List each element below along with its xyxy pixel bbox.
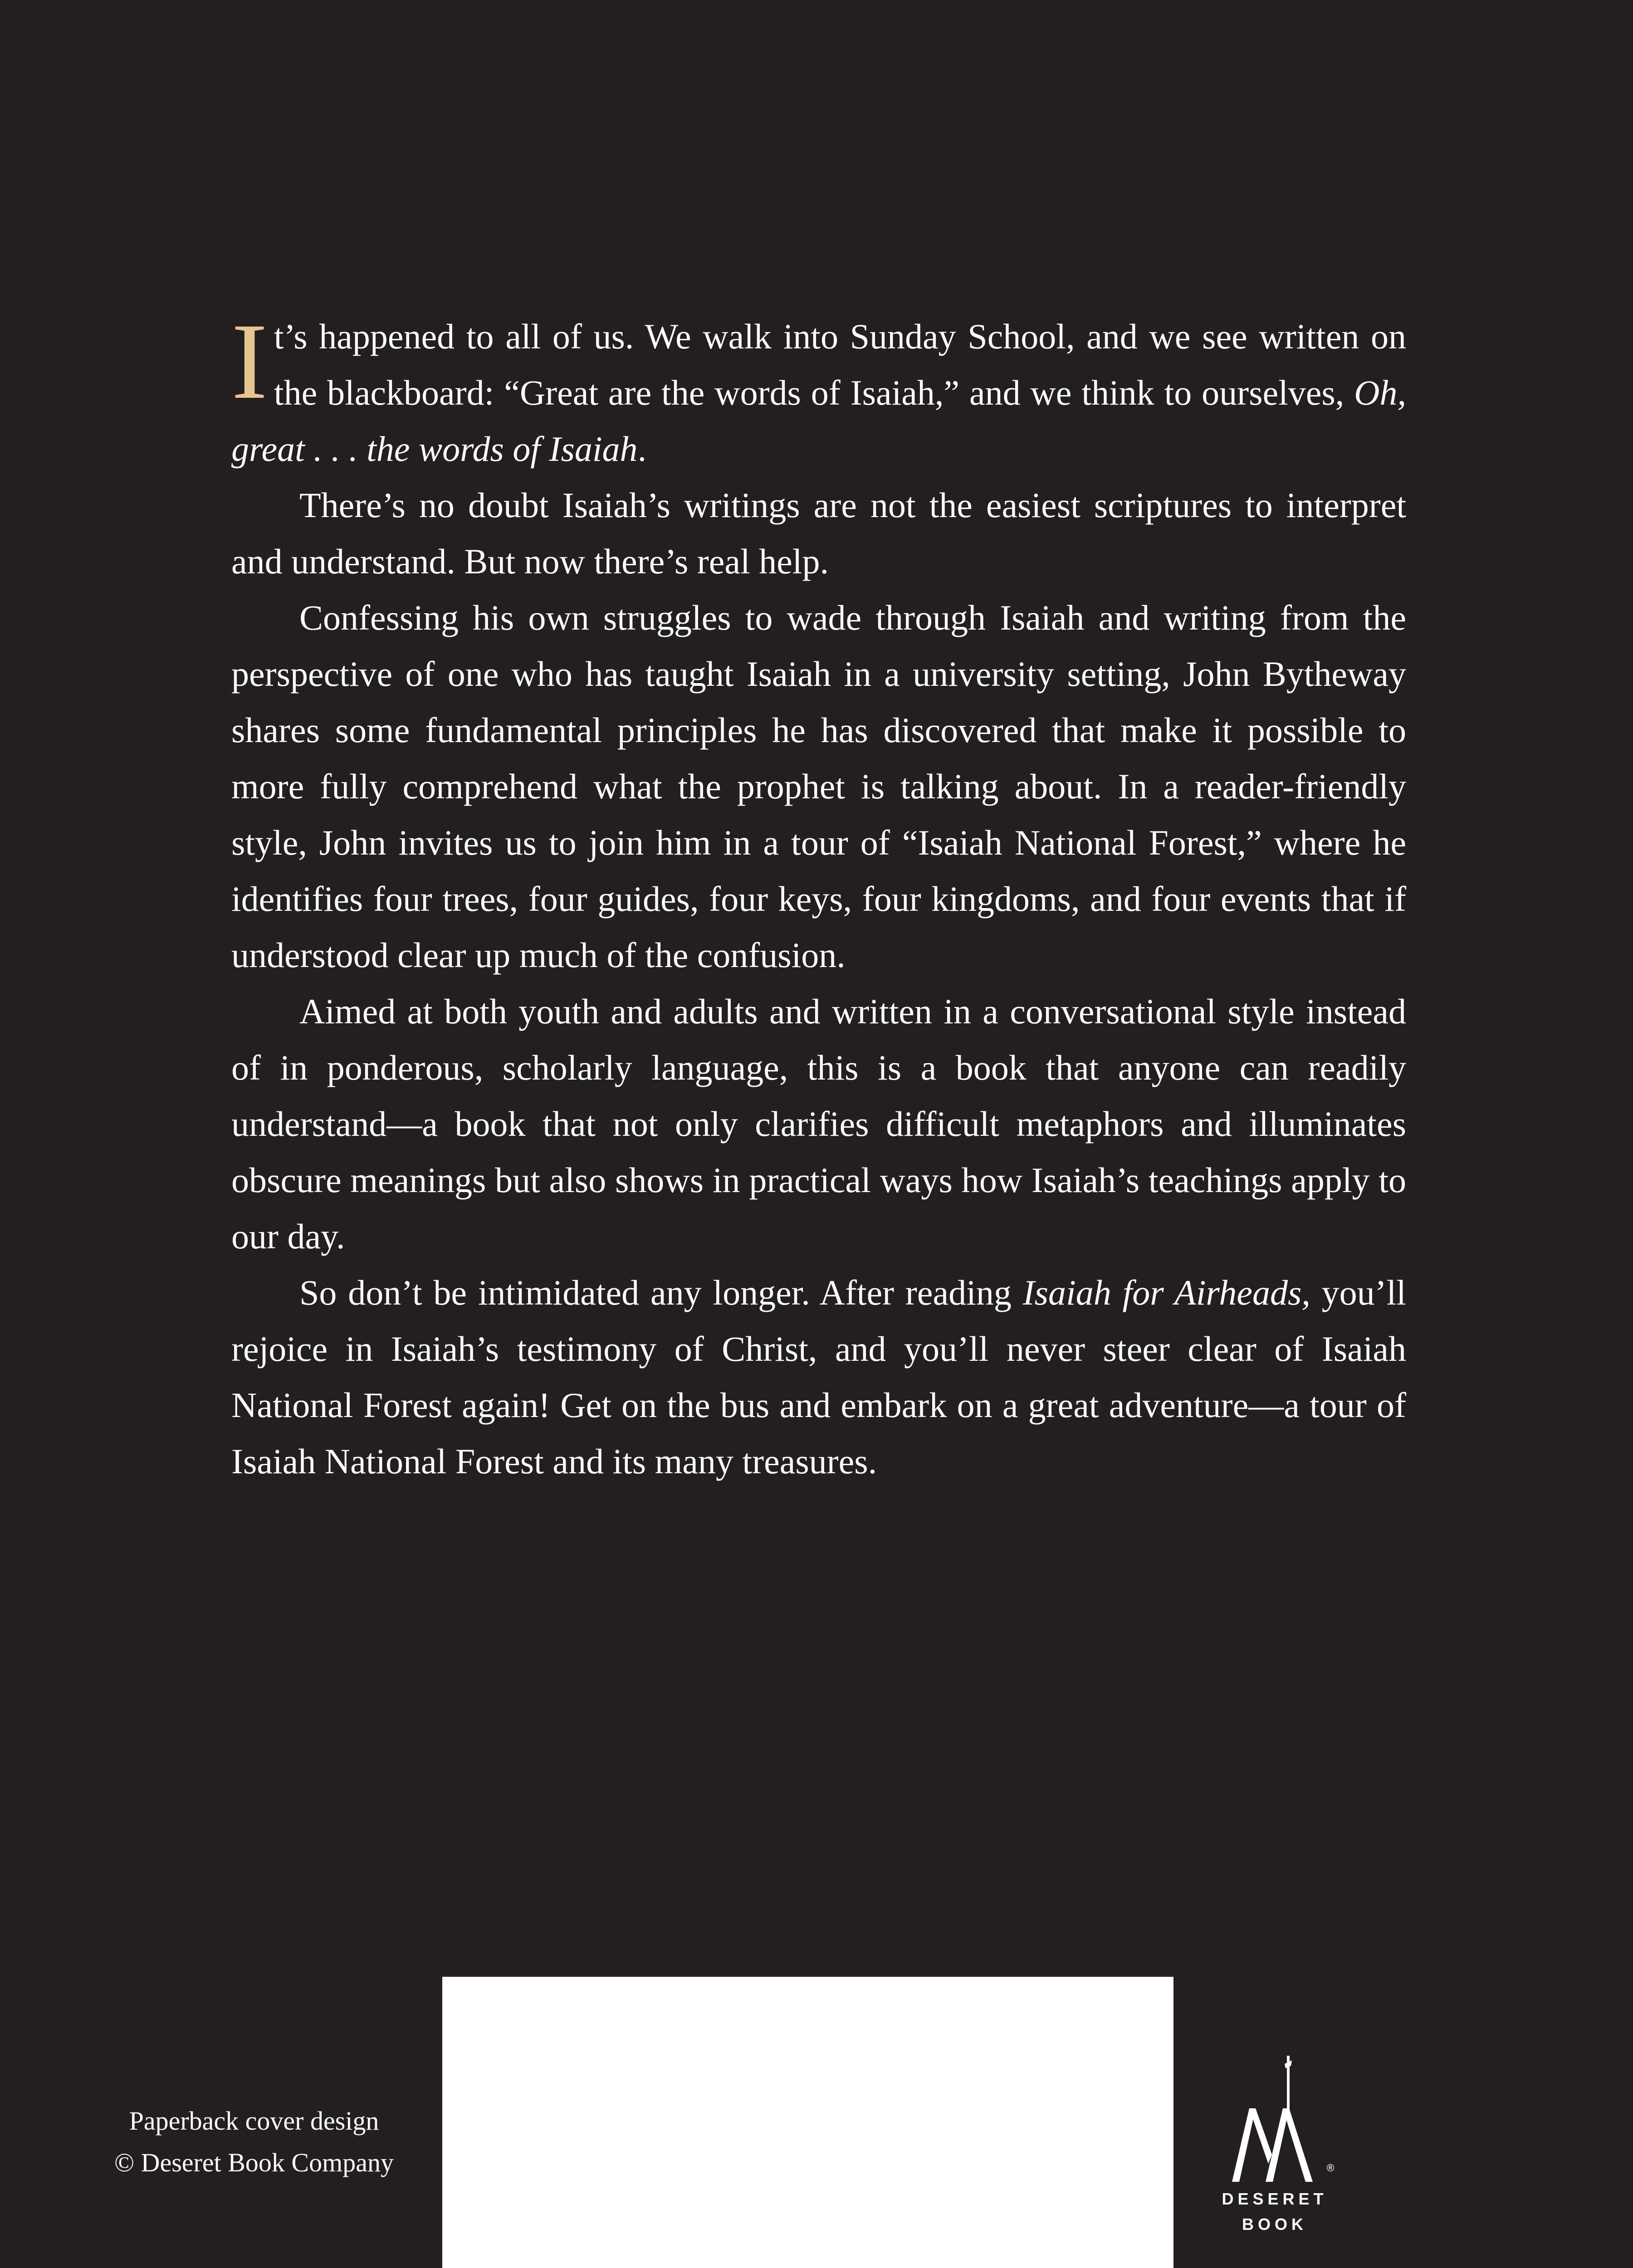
blurb-p5-italic: Isaiah for Airheads, bbox=[1022, 1273, 1310, 1312]
blurb-p1-text: t’s happened to all of us. We walk into Sunday School, and we see written on the blackboard: “Great are the words of Isaiah,” and we think to ourselves, bbox=[274, 317, 1406, 412]
credit-line-2: © Deseret Book Company bbox=[114, 2148, 394, 2177]
registered-mark: ® bbox=[1325, 2163, 1335, 2174]
blurb-paragraph-5 bbox=[231, 1265, 1406, 1490]
blurb-p5-text: So don’t be intimidated any longer. After reading bbox=[299, 1273, 1023, 1312]
cover-design-credit bbox=[50, 2100, 458, 2184]
blurb-paragraph-4: Aimed at both youth and adults and written in a conversational style instead of in ponderous, scholarly language, this is a book that anyone can readily understand—a book that not only clarifies difficult metaphors and illuminates obscure meanings but also shows in practical ways how Isaiah’s teachings apply to our day. bbox=[231, 992, 1406, 1256]
blurb-paragraph-2: There’s no doubt Isaiah’s writings are not the easiest scriptures to interpret and understand. But now there’s real help. bbox=[231, 485, 1406, 581]
logo-line-1: DESERET bbox=[1222, 2190, 1328, 2208]
blurb-paragraph-3: Confessing his own struggles to wade through Isaiah and writing from the perspective of one who has taught Isaiah in a university setting, John Bytheway shares some fundamental principles he has discovered that make it possible to more fully comprehend what the prophet is talking about. In a reader-friendly style, John invites us to join him in a tour of “Isaiah National Forest,” where he identifies four trees, four guides, four keys, four kingdoms, and four events that if understood clear up much of the confusion. bbox=[231, 598, 1406, 975]
back-cover-blurb bbox=[231, 301, 1406, 1490]
logo-line-2: BOOK bbox=[1242, 2215, 1307, 2234]
drop-cap: I bbox=[231, 301, 268, 421]
blurb-p1-italic: Oh, great . . . the words of Isaiah bbox=[231, 373, 1406, 469]
credit-line-1: Paperback cover design bbox=[129, 2106, 379, 2136]
blurb-p5-rest: you’ll rejoice in Isaiah’s testimony of Christ, and you’ll never steer clear of Isaiah National Forest again! Get on the bus and embark on a great adventure—a tour of Isaiah National Forest and its many treasures. bbox=[231, 1273, 1406, 1481]
blurb-p1-end: . bbox=[637, 429, 647, 469]
logo-wordmark bbox=[1207, 2186, 1343, 2237]
barcode-area bbox=[442, 1977, 1173, 2268]
deseret-book-logo-icon bbox=[1229, 2050, 1320, 2186]
blurb-paragraph-1 bbox=[231, 301, 1406, 477]
publisher-logo bbox=[1207, 2050, 1343, 2232]
